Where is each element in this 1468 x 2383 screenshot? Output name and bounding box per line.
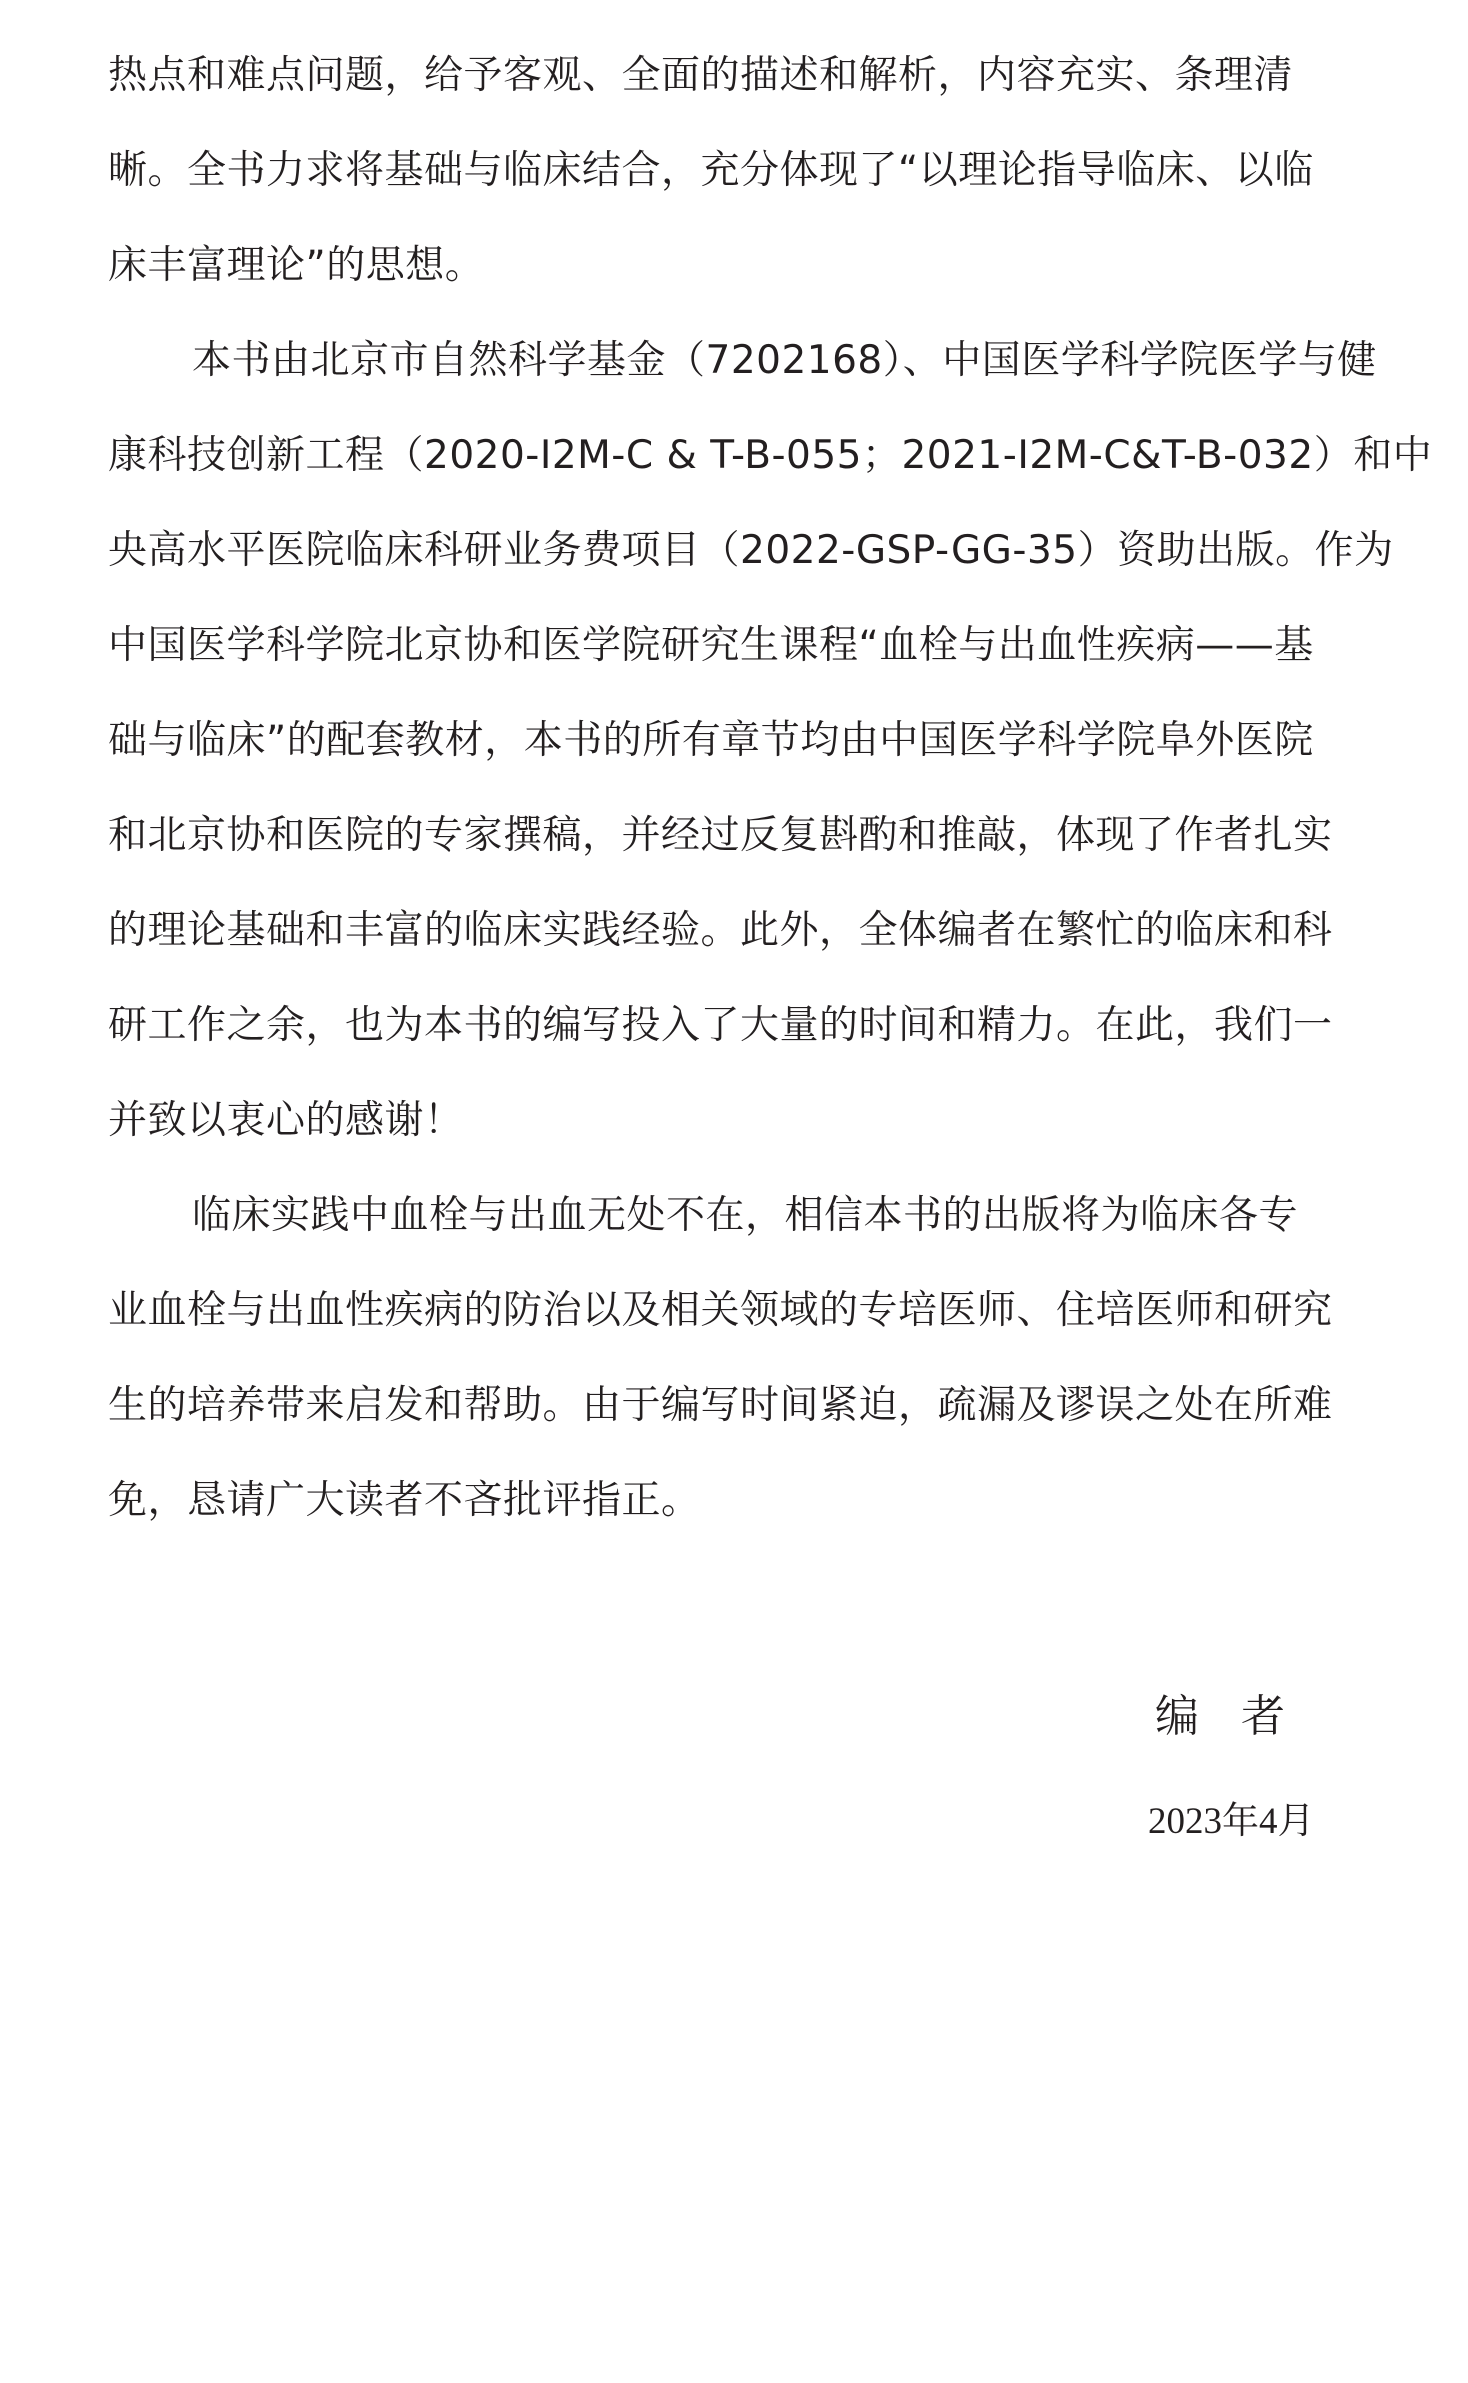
paragraph-2-line-2: 康科技创新工程（2020-I2M-C & T-B-055；2021-I2M-C&T-B-032）和中 — [108, 433, 1433, 478]
paragraph-2-line-6: 和北京协和医院的专家撰稿，并经过反复斟酌和推敲，体现了作者扎实 — [108, 813, 1333, 858]
paragraph-1-line-2: 晰。全书力求将基础与临床结合，充分体现了“以理论指导临床、以临 — [108, 148, 1314, 193]
preface-body — [108, 28, 1433, 1548]
paragraph-2-line-5: 础与临床”的配套教材，本书的所有章节均由中国医学科学院阜外医院 — [108, 718, 1314, 763]
signature-date: 2023年4月 — [1148, 1801, 1315, 1842]
signature-editors: 编者 — [1155, 1691, 1327, 1742]
paragraph-3-line-2: 业血栓与出血性疾病的防治以及相关领域的专培医师、住培医师和研究 — [108, 1288, 1333, 1333]
paragraph-3-line-4: 免，恳请广大读者不吝批评指正。 — [108, 1478, 701, 1523]
paragraph-1-line-1: 热点和难点问题，给予客观、全面的描述和解析，内容充实、条理清 — [108, 53, 1294, 98]
paragraph-2-line-3: 央高水平医院临床科研业务费项目（2022-GSP-GG-35）资助出版。作为 — [108, 528, 1394, 573]
paragraph-2-line-4: 中国医学科学院北京协和医学院研究生课程“血栓与出血性疾病——基 — [108, 623, 1314, 668]
paragraph-1-line-3: 床丰富理论”的思想。 — [108, 243, 485, 288]
paragraph-2-line-7: 的理论基础和丰富的临床实践经验。此外，全体编者在繁忙的临床和科 — [108, 908, 1333, 953]
paragraph-3-line-3: 生的培养带来启发和帮助。由于编写时间紧迫，疏漏及谬误之处在所难 — [108, 1383, 1333, 1428]
paragraph-2-line-9: 并致以衷心的感谢！ — [108, 1098, 464, 1143]
paragraph-3-line-1: 临床实践中血栓与出血无处不在，相信本书的出版将为临床各专 — [192, 1193, 1299, 1238]
paragraph-2-line-8: 研工作之余，也为本书的编写投入了大量的时间和精力。在此，我们一 — [108, 1003, 1333, 1048]
paragraph-2-line-1: 本书由北京市自然科学基金（7202168）、中国医学科学院医学与健 — [192, 338, 1377, 383]
